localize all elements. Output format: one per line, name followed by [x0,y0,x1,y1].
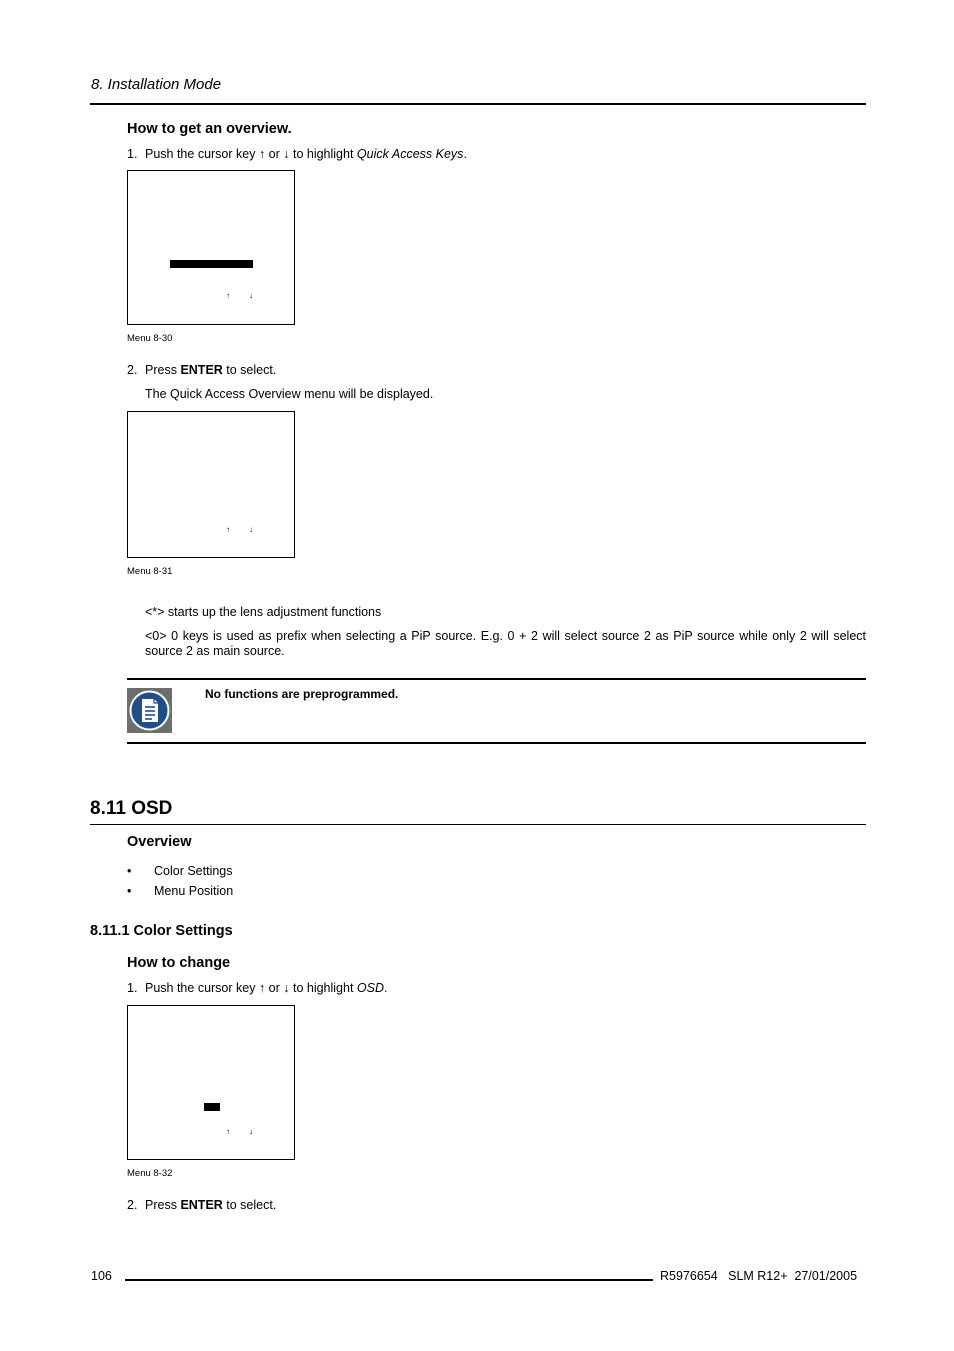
footer-rule [125,1279,653,1281]
arrow-up-icon: ↑ [226,525,230,534]
step-text-end: to select. [222,363,277,377]
step-text: Press [145,363,181,377]
section-heading-osd: 8.11 OSD [90,798,173,819]
list-item-text: Menu Position [154,884,234,898]
step-strong: ENTER [180,1198,223,1212]
step-text-end: . [463,147,467,161]
note-bottom-rule [127,742,866,744]
highlight-bar [204,1103,220,1111]
step-text-end: . [384,981,388,995]
arrow-down-icon: ↓ [249,525,253,534]
note-top-rule [127,678,866,680]
arrow-down-icon: ↓ [249,291,253,300]
step-number: 2. [127,1198,138,1212]
menu-caption: Menu 8-31 [127,566,173,577]
highlight-bar [170,260,253,268]
prefix-paragraph: <0> 0 keys is used as prefix when selecting a PiP source. E.g. 0 + 2 will select source 2 as PiP source while only 2 will select source 2 as main source. [145,629,866,658]
overview-subheading: Overview [127,834,192,850]
document-reference: R5976654 SLM R12+ 27/01/2005 [660,1269,858,1283]
step-number: 1. [127,981,138,995]
osd-step-1 [127,981,388,996]
page-number: 106 [91,1269,112,1283]
menu-caption: Menu 8-32 [127,1168,173,1179]
bullet: • [127,864,132,878]
step-text: Press [145,1198,181,1212]
note-icon-graphic [127,688,172,733]
step-emphasis: OSD [356,981,385,995]
step-text: Push the cursor key ↑ or ↓ to highlight [145,981,357,995]
menu-screenshot-8-31 [127,411,295,558]
note-document-icon [127,688,172,733]
running-header: 8. Installation Mode [91,76,222,93]
osd-step-2 [127,1198,276,1213]
step-1 [127,147,467,162]
step-2 [127,363,276,378]
arrow-up-icon: ↑ [226,291,230,300]
menu-screenshot-8-32 [127,1005,295,1160]
step-2-result: The Quick Access Overview menu will be displayed. [145,387,434,401]
arrow-down-icon: ↓ [249,1127,253,1136]
step-number: 2. [127,363,138,377]
menu-caption: Menu 8-30 [127,333,173,344]
list-item-text: Color Settings [154,864,233,878]
lens-paragraph: <*> starts up the lens adjustment functions [145,605,382,619]
menu-screenshot-8-30 [127,170,295,325]
how-to-change-heading: How to change [127,955,231,971]
bullet: • [127,884,132,898]
step-text: Push the cursor key ↑ or ↓ to highlight [145,147,357,161]
section-rule [90,824,866,825]
note-text: No functions are preprogrammed. [205,687,399,701]
step-text-end: to select. [222,1198,277,1212]
overview-heading: How to get an overview. [127,121,292,137]
subsection-heading: 8.11.1 Color Settings [90,923,233,939]
header-rule [90,103,866,105]
step-strong: ENTER [180,363,223,377]
arrow-up-icon: ↑ [226,1127,230,1136]
step-emphasis: Quick Access Keys [356,147,464,161]
step-number: 1. [127,147,138,161]
